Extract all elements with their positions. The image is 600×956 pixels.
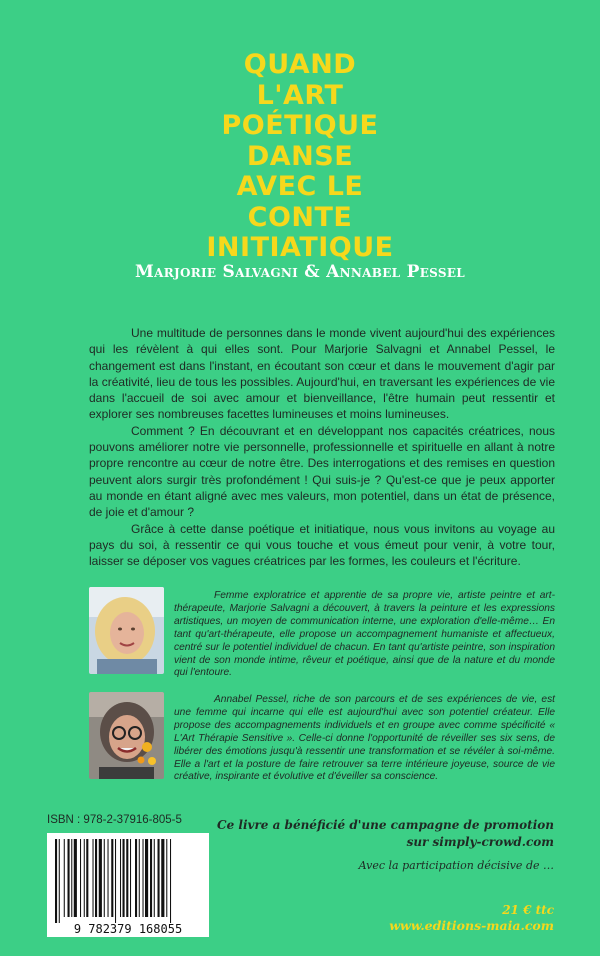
barcode-bar [104, 839, 105, 917]
synopsis-paragraph: Comment ? En découvrant et en développant nos capacités créatrices, nous pouvons améliorer notre vie personnelle, professionnelle et spirituelle en allant à notre propre rencontre au cœur de notre être. Des interrogations et des remises en question peuvent alors surgir très profondément ! Qui suis-je ? Qu'est-ce que je peux apporter au monde en étant aligné avec mes valeurs, mon potentiel, dans un état de présence, de joie et d'amour ? [89, 423, 555, 520]
barcode-number: 9 782379 168055 [73, 922, 183, 936]
barcode-bar [150, 839, 152, 917]
barcode-bar [135, 839, 137, 917]
barcode-bar [80, 839, 81, 917]
author-photo-marjorie [89, 587, 164, 674]
bio-annabel [174, 694, 555, 784]
isbn: ISBN : 978-2-37916-805-5 [47, 814, 182, 826]
barcode-bar [123, 839, 125, 917]
authors: Marjorie Salvagni & Annabel Pessel [134, 262, 466, 282]
promo-line-1: Ce livre a bénéficié d'une campagne de promotion [217, 818, 554, 832]
participation: Avec la participation décisive de … [358, 859, 554, 872]
barcode-bar [111, 839, 113, 917]
barcode-bar [158, 839, 160, 917]
synopsis-paragraph: Grâce à cette danse poétique et initiatique, nous vous invitons au voyage au pays du soi, à ressentir ce qui vous touche et vous émeut pour venir, à votre tour, laisser se déposer vos vagues créatrices par les formes, les couleurs et l'écriture. [89, 521, 555, 569]
barcode-bar [115, 839, 116, 923]
barcode-bar [68, 839, 70, 917]
synopsis [89, 325, 555, 569]
barcode-bar [86, 839, 88, 917]
website: www.editions-maia.com [389, 918, 554, 933]
bio-text: Femme exploratrice et apprentie de sa propre vie, artiste peintre et art-thérapeute, Marjorie Salvagni a découvert, à travers la peinture et les expressions artistiques, un moyen de communication interne, une exploration d'elle-même… En tant qu'art-thérapeute, elle propose un accompagnement humaniste et affectueux, centré sur le potentiel individuel de chacun. En tant qu'artiste peintre, son inspiration vient de son monde intime, rêveur et poétique, ainsi que de la nature et du monde qui l'entoure. [174, 590, 555, 679]
title-line: AVEC LE [236, 171, 364, 202]
barcode-bar [99, 839, 102, 917]
barcode-bar [130, 839, 131, 917]
book-title [0, 50, 600, 264]
barcode-bar [120, 839, 121, 917]
barcode-bar [166, 839, 167, 917]
barcode-bar [84, 839, 85, 917]
barcode-bar [145, 839, 148, 917]
title-line: CONTE [247, 201, 353, 233]
barcode-bar [74, 839, 77, 917]
title-line: DANSE [246, 140, 354, 172]
title-line: POÉTIQUE [221, 110, 379, 141]
barcode-bar [93, 839, 94, 917]
barcode-bar [143, 839, 144, 917]
barcode-bar [64, 839, 65, 917]
author-photo-annabel [89, 692, 164, 779]
bio-marjorie [174, 590, 555, 680]
barcode-bar [139, 839, 140, 917]
barcode-bar [170, 839, 171, 923]
synopsis-paragraph: Une multitude de personnes dans le monde vivent aujourd'hui des expériences qui les révèlent à qui elles sont. Pour Marjorie Salvagni et Annabel Pessel, le changement est dans l'instant, en écoutant son cœur et dans le mouvement d'agir par la créativité, lieu de tous les possibles. Aujourd'hui, en traversant les expériences de vie dans l'accueil de soi avec amour et bienveillance, l'être humain peut ressentir et explorer ses nombreuses facettes lumineuses et moins lumineuses. [89, 326, 555, 422]
title-line: INITIATIQUE [206, 232, 394, 263]
barcode-bar [126, 839, 128, 917]
barcode [47, 833, 209, 937]
title-line: L'ART [256, 79, 344, 111]
bio-text: Annabel Pessel, riche de son parcours et de ses expériences de vie, est une femme qui incarne qui elle est aujourd'hui avec son potentiel créateur. Elle propose des accompagnements individuels et en groupe avec comme spécificité « L'Art Thérapie Sensitive ». Celle-ci donne l'opportunité de réveiller ses six sens, de libérer des émotions jusqu'à ressentir une transformation et se révéler à soi-même. Elle a l'art et la posture de faire retrouver sa terre intérieure joyeuse, source de vie créative, inspirante et évolutive et d'éveiller sa conscience. [174, 694, 555, 783]
promo-line-2: sur simply-crowd.com [406, 835, 554, 849]
price: 21 € ttc [502, 903, 554, 917]
barcode-bar [161, 839, 164, 917]
barcode-bar [95, 839, 97, 917]
barcode-bar [59, 839, 60, 923]
title-line: QUAND [243, 49, 357, 80]
barcode-bar [154, 839, 155, 917]
barcode-bar [71, 839, 72, 917]
barcode-bar [55, 839, 57, 923]
barcode-bar [108, 839, 109, 917]
